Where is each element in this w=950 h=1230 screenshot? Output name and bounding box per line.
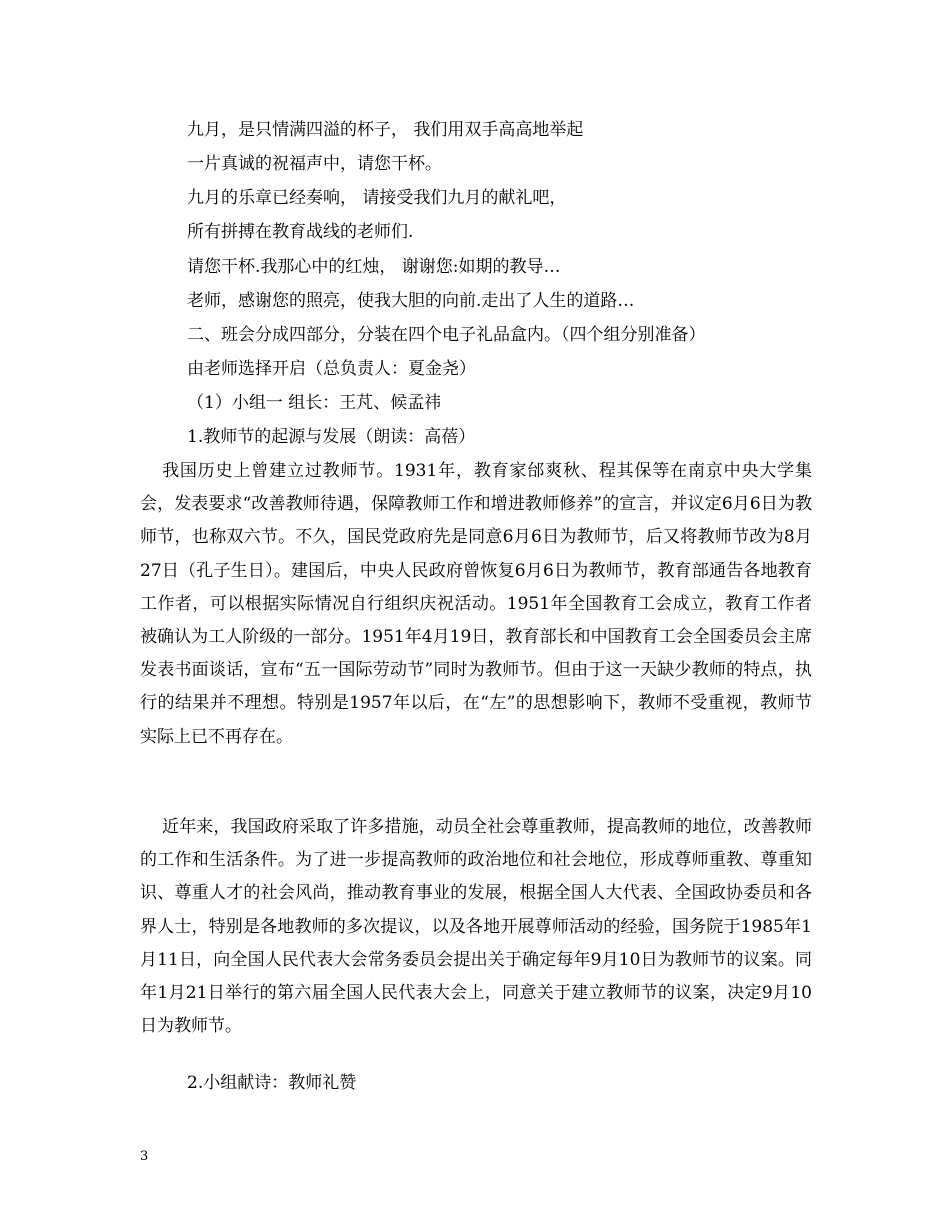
section-two-responsible: 由老师选择开启（总负责人：夏金尧）: [187, 359, 476, 379]
group-poem-heading: 2.小组献诗：教师礼赞: [187, 1073, 357, 1093]
poem-line-3: 九月的乐章已经奏响， 请接受我们九月的献礼吧，: [187, 188, 567, 208]
page-number: 3: [140, 1149, 149, 1164]
poem-line-4: 所有拼搏在教育战线的老师们.: [187, 222, 414, 242]
teachers-day-origin-heading: 1.教师节的起源与发展（朗读：高蓓）: [187, 427, 476, 447]
poem-line-6: 老师，感谢您的照亮，使我大胆的向前.走出了人生的道路…: [187, 291, 635, 311]
poem-line-1: 九月，是只情满四溢的杯子， 我们用双手高高地举起: [187, 120, 584, 140]
teachers-day-history-paragraph: 我国历史上曾建立过教师节。1931年，教育家邰爽秋、程其保等在南京中央大学集会，发表要求“改善教师待遇，保障教师工作和增进教师修养”的宣言，并议定6月6日为教师节，也称双六节。不久，国民党政府先是同意6月6日为教师节，后又将教师节改为8月27日（孔子生日）。建国后，中央人民政府曾恢复6月6日为教师节，教育部通告各地教育工作者，可以根据实际情况自行组织庆祝活动。1951年全国教育工会成立，教育工作者被确认为工人阶级的一部分。1951年4月19日，教育部长和中国教育工会全国委员会主席发表书面谈话，宣布“五一国际劳动节”同时为教师节。但由于这一天缺少教师的特点，执行的结果并不理想。特别是1957年以后，在“左”的思想影响下，教师不受重视，教师节实际上已不再存在。: [140, 461, 812, 747]
poem-line-5: 请您干杯.我那心中的红烛， 谢谢您:如期的教导…: [187, 257, 561, 277]
poem-line-2: 一片真诚的祝福声中，请您干杯。: [187, 154, 442, 174]
group-one-heading: （1）小组一 组长：王芃、候孟祎: [187, 393, 442, 413]
section-two-intro: 二、班会分成四部分，分装在四个电子礼品盒内。（四个组分别准备）: [187, 325, 706, 345]
teachers-day-modern-paragraph: 近年来，我国政府采取了许多措施，动员全社会尊重教师，提高教师的地位，改善教师的工作和生活条件。为了进一步提高教师的政治地位和社会地位，形成尊师重教、尊重知识、尊重人才的社会风尚，推动教育事业的发展，根据全国人大代表、全国政协委员和各界人士，特别是各地教师的多次提议，以及各地开展尊师活动的经验，国务院于1985年1月11日，向全国人民代表大会常务委员会提出关于确定每年9月10日为教师节的议案。同年1月21日举行的第六届全国人民代表大会上，同意关于建立教师节的议案，决定9月10日为教师节。: [140, 817, 812, 1037]
